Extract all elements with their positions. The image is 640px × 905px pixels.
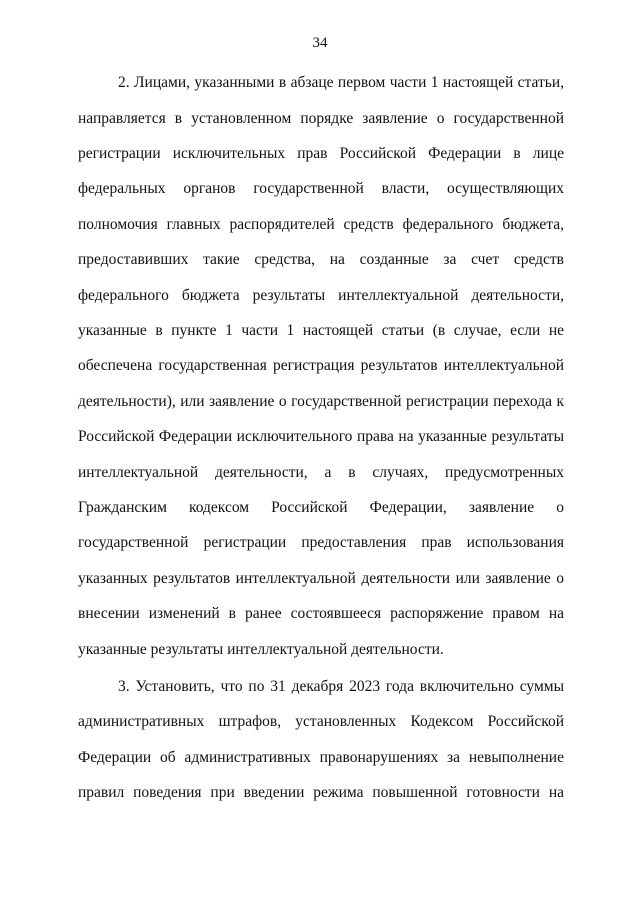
text-line: предоставивших такие средства, на созданные за счет средств xyxy=(78,251,564,268)
text-line: 3. Установить, что по 31 декабря 2023 года включительно суммы xyxy=(118,678,564,695)
text-line: государственной регистрации предоставления прав использования xyxy=(78,534,564,551)
text-line: федерального бюджета результаты интеллектуальной деятельности, xyxy=(78,287,564,304)
text-line: правил поведения при введении режима повышенной готовности на xyxy=(78,784,564,801)
text-line: полномочия главных распорядителей средств федерального бюджета, xyxy=(78,216,564,233)
text-line: Федерации об административных правонарушениях за невыполнение xyxy=(78,749,564,766)
text-line: федеральных органов государственной власти, осуществляющих xyxy=(78,180,564,197)
text-line: указанные в пункте 1 части 1 настоящей статьи (в случае, если не xyxy=(78,322,564,339)
text-line: внесении изменений в ранее состоявшееся распоряжение правом на xyxy=(78,605,564,622)
page-number: 34 xyxy=(312,35,328,51)
text-line: Гражданским кодексом Российской Федерации, заявление о xyxy=(78,499,564,516)
text-line: Российской Федерации исключительного права на указанные результаты xyxy=(78,428,564,445)
text-line: интеллектуальной деятельности, а в случаях, предусмотренных xyxy=(78,464,564,481)
text-line: указанные результаты интеллектуальной деятельности. xyxy=(78,641,444,658)
text-line: обеспечена государственная регистрация результатов интеллектуальной xyxy=(78,357,564,374)
text-line: регистрации исключительных прав Российской Федерации в лице xyxy=(78,145,564,162)
text-line: 2. Лицами, указанными в абзаце первом части 1 настоящей статьи, xyxy=(118,74,564,91)
text-line: административных штрафов, установленных Кодексом Российской xyxy=(78,713,564,730)
text-line: деятельности), или заявление о государственной регистрации перехода к xyxy=(78,393,564,410)
text-line: направляется в установленном порядке заявление о государственной xyxy=(78,110,564,127)
text-line: указанных результатов интеллектуальной деятельности или заявление о xyxy=(78,570,564,587)
